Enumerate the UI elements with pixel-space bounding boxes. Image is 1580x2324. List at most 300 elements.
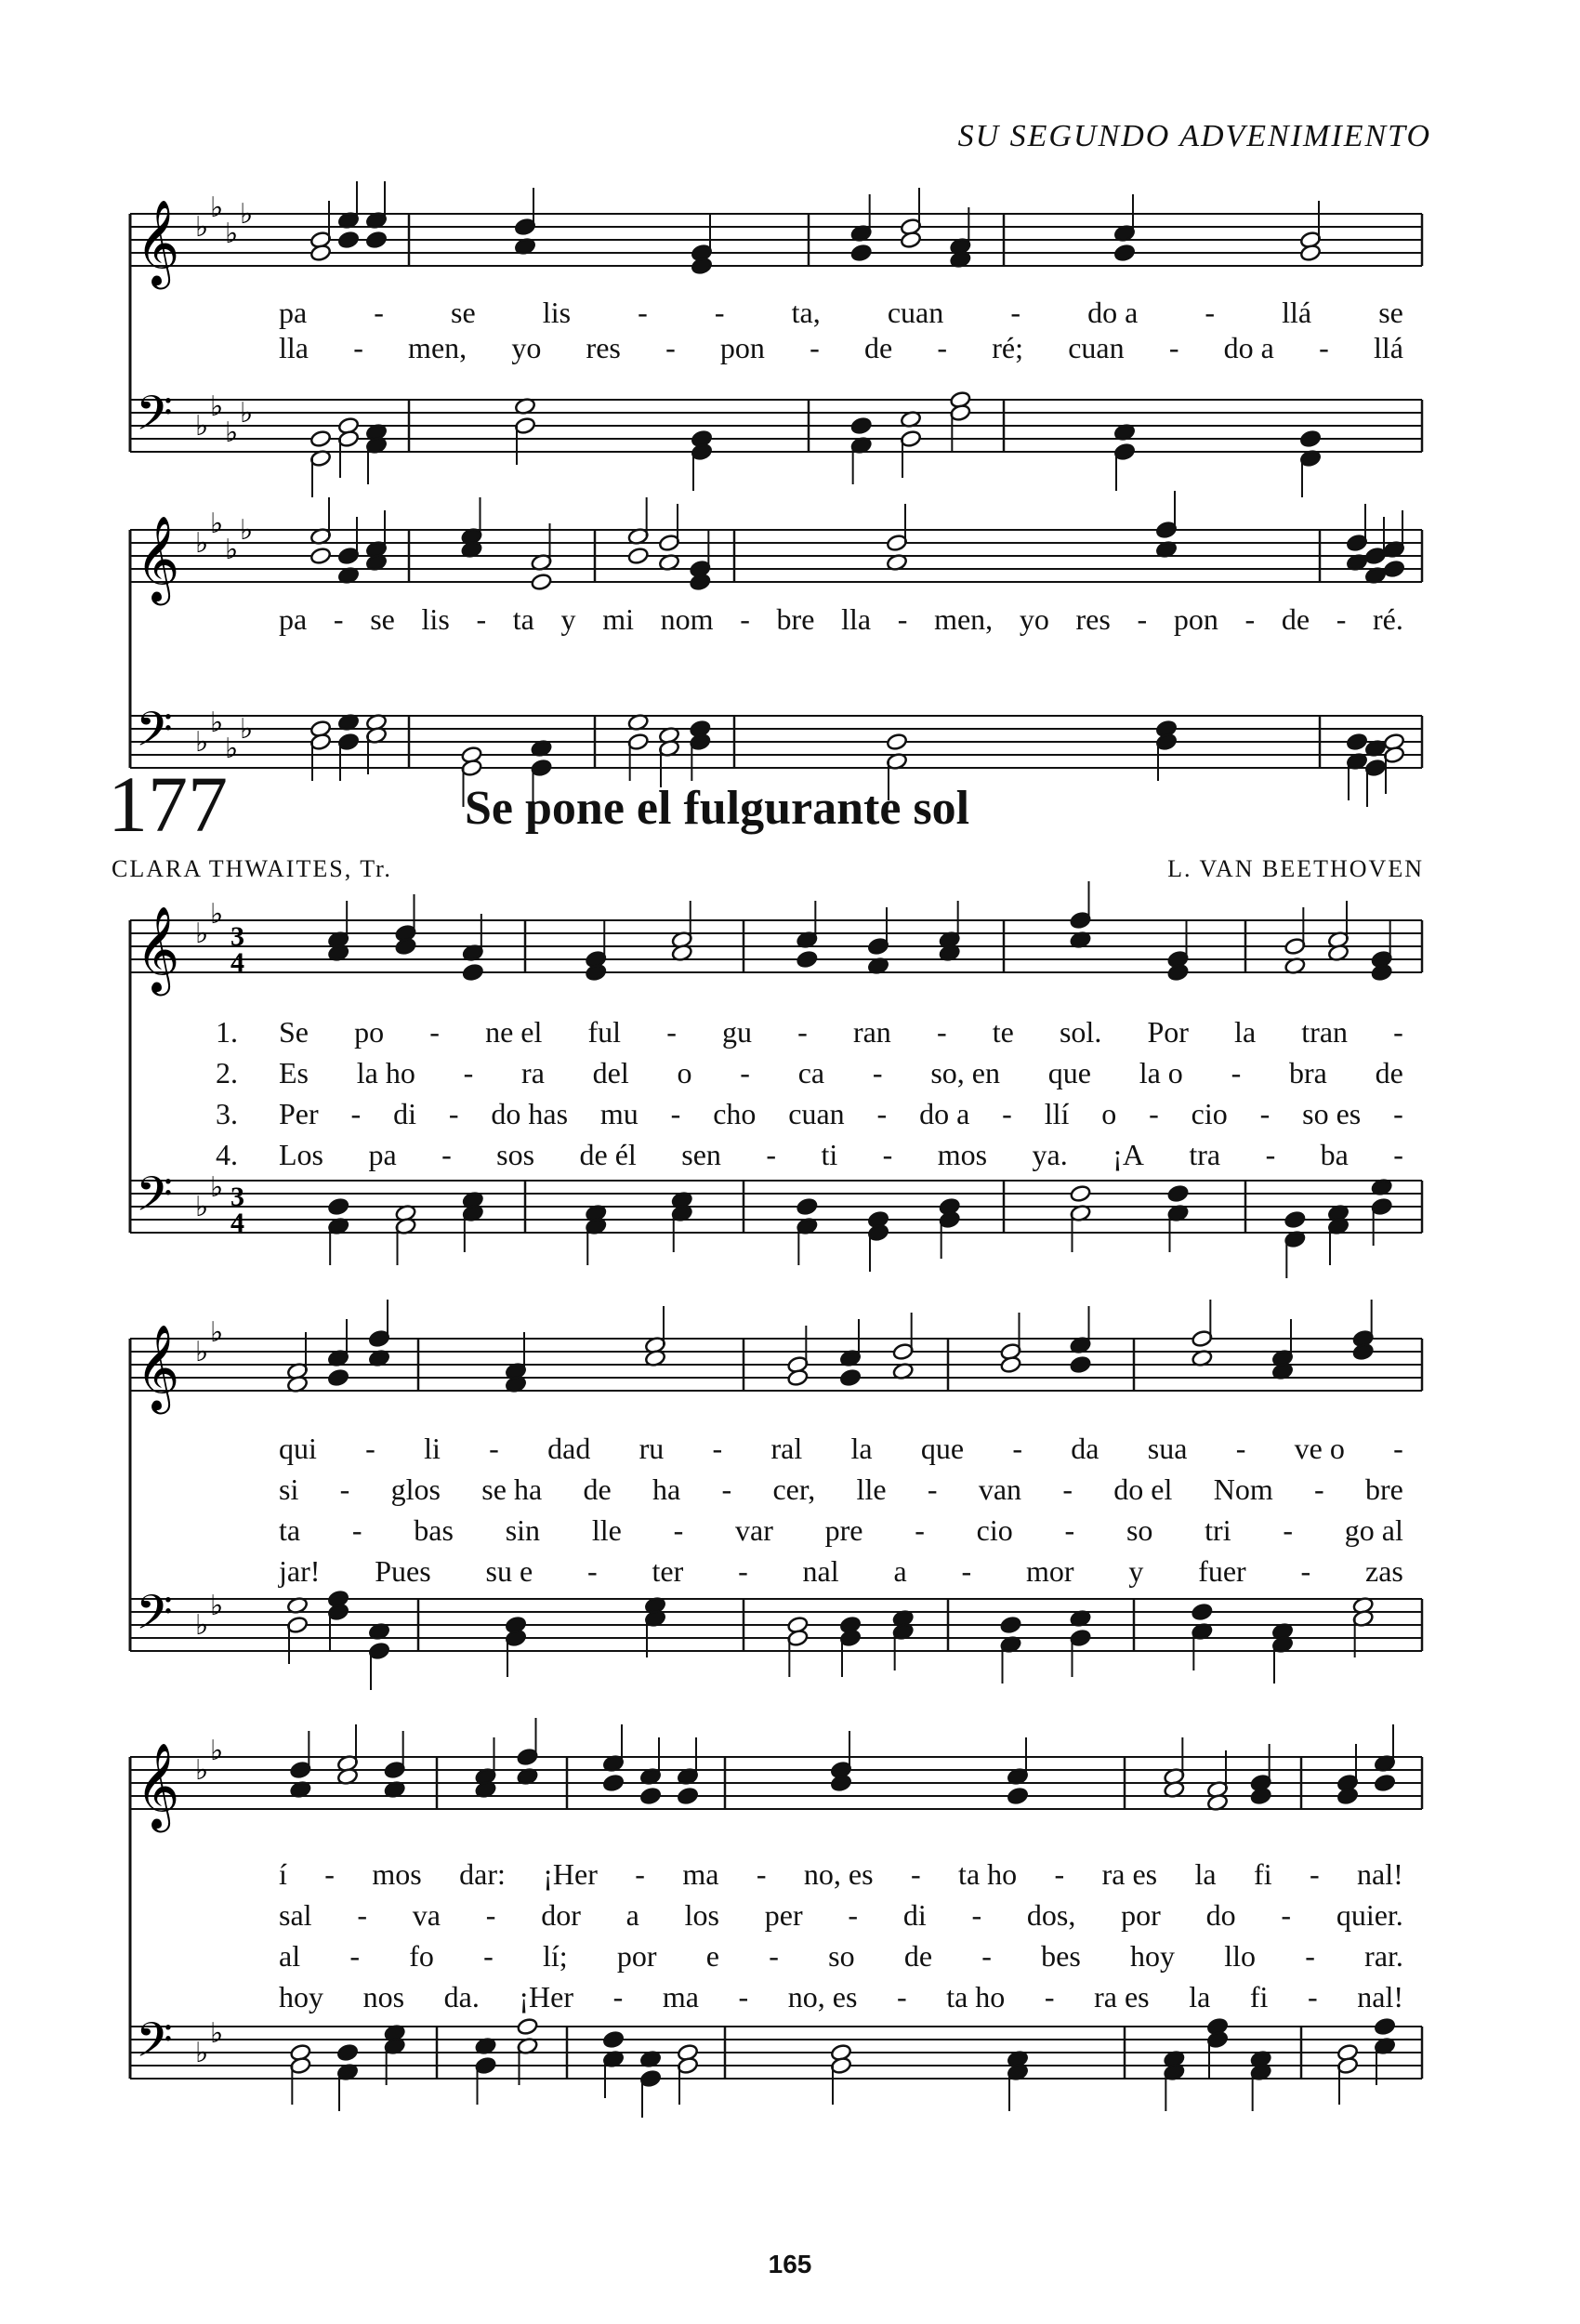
lyric-syllable: llí [1044, 1097, 1070, 1130]
lyric-syllable: cio [1191, 1097, 1228, 1130]
flat-icon: ♭ [195, 527, 209, 560]
note-head [1299, 429, 1322, 448]
lyric-syllable: - [712, 1432, 723, 1465]
lyric-syllable: - [961, 1554, 972, 1588]
lyric-syllable: í [279, 1857, 287, 1891]
lyric-syllable: fi [1249, 1980, 1269, 2014]
verse-lyric-line [279, 1472, 1403, 1510]
lyric-syllable: sin [505, 1513, 541, 1547]
verse-lyric-line [279, 1857, 1403, 1895]
lyric-syllable: men, [934, 602, 994, 636]
lyric-syllable: y [560, 602, 576, 636]
bass-staff [130, 1584, 1422, 1690]
lyric-syllable: la ho [356, 1056, 415, 1089]
lyric-syllable: de él [579, 1138, 637, 1171]
lyric-syllable: - [1393, 1138, 1403, 1171]
note-head [462, 963, 484, 982]
lyric-syllable: sol. [1059, 1015, 1102, 1049]
lyric-syllable: la [1189, 1980, 1211, 2014]
lyric-syllable: ta ho [946, 1980, 1006, 2014]
note-head [1352, 1342, 1375, 1361]
verse-number: 3. [216, 1097, 238, 1130]
lyric-syllable: ra es [1101, 1857, 1158, 1891]
lyric-syllable: - [769, 1939, 779, 1973]
lyric-syllable: - [1314, 1472, 1324, 1506]
lyric-syllable: - [1149, 1097, 1159, 1130]
note-head [517, 2017, 539, 2036]
note-head [797, 1197, 819, 1216]
lyric-syllable: - [333, 602, 344, 636]
lyric-syllable: ré; [992, 331, 1023, 364]
hymn-number: 177 [108, 759, 228, 849]
lyric-syllable: - [756, 1857, 767, 1891]
note-head [839, 1368, 862, 1387]
lyric-syllable: Se [279, 1015, 309, 1049]
flat-icon: ♭ [195, 1609, 209, 1642]
flat-icon: ♭ [195, 1191, 209, 1223]
note-head [1007, 1787, 1029, 1805]
time-signature: 3 [230, 1182, 244, 1212]
lyric-syllable: Nom [1213, 1472, 1273, 1506]
lyric-syllable: do a [1223, 331, 1274, 364]
bass-clef-icon: 𝄢 [136, 2012, 173, 2080]
lyric-syllable: bas [414, 1513, 454, 1547]
note-head [900, 231, 922, 249]
lyric-syllable: ta, [791, 296, 821, 329]
lyric-syllable: - [476, 602, 487, 636]
lyric-syllable: ral [770, 1432, 803, 1465]
lyric-syllable: ca [797, 1056, 825, 1089]
lyric-syllable: di [393, 1097, 416, 1130]
note-head [309, 244, 332, 262]
treble-staff [130, 1718, 1422, 1832]
time-signature: 3 [230, 921, 244, 952]
verse-lyric-line [279, 1980, 1403, 2017]
lyric-syllable: ru [639, 1432, 665, 1465]
lyric-syllable: fuer [1198, 1554, 1246, 1588]
lyric-syllable: lis [421, 602, 450, 636]
lyric-syllable: - [351, 1513, 362, 1547]
note-head [1299, 244, 1322, 262]
verse-lyric-line [279, 1898, 1403, 1935]
note-head [327, 1368, 349, 1387]
lyric-syllable: pa [279, 602, 308, 636]
lyric-syllable: sen [681, 1138, 721, 1171]
lyric-syllable: va [412, 1898, 441, 1932]
lyric-syllable: - [489, 1432, 499, 1465]
lyric-syllable: quier. [1336, 1898, 1403, 1932]
lyric-syllable: fo [409, 1939, 434, 1973]
lyric-syllable: ful [587, 1015, 622, 1049]
lyric-syllable: go al [1344, 1513, 1403, 1547]
lyric-syllable: sal [279, 1898, 312, 1932]
lyric-syllable: lla [279, 331, 309, 364]
lyric-syllable: yo [511, 331, 542, 364]
lyric-syllable: do a [1087, 296, 1139, 329]
lyric-syllable: cuan [788, 1097, 845, 1130]
lyric-syllable: mi [602, 602, 634, 636]
verse-lyric-line [279, 1097, 1403, 1134]
lyric-syllable: bre [776, 602, 815, 636]
note-head [1336, 1787, 1359, 1805]
lyric-syllable: ti [821, 1138, 838, 1171]
note-head [1374, 1774, 1396, 1792]
note-head [395, 937, 417, 956]
flat-icon: ♭ [210, 1316, 224, 1349]
lyric-syllable: - [872, 1056, 883, 1089]
lyric-syllable: no, es [787, 1980, 858, 2014]
lyric-syllable: a [625, 1898, 639, 1932]
lyric-syllable: tri [1205, 1513, 1231, 1547]
composer-credit: L. VAN BEETHOVEN [1167, 855, 1424, 882]
lyric-syllable: - [1244, 602, 1256, 636]
note-head [850, 244, 873, 262]
lyric-syllable: - [1062, 1472, 1073, 1506]
lyric-syllable: de [863, 331, 893, 364]
flat-icon: ♭ [210, 1590, 224, 1622]
flat-icon: ♭ [240, 198, 254, 231]
lyric-syllable: ma [662, 1980, 699, 2014]
lyric-syllable: - [927, 1472, 938, 1506]
lyric-syllable: ¡Her [543, 1857, 598, 1891]
note-head [309, 547, 332, 565]
lyric-syllable: van [978, 1472, 1022, 1506]
lyric-syllable: - [1137, 602, 1148, 636]
lyric-syllable: so [1126, 1513, 1153, 1547]
lyric-syllable: nos [362, 1980, 405, 2014]
lyric-syllable: - [1002, 1097, 1012, 1130]
lyric-syllable: gu [722, 1015, 752, 1049]
lyric-syllable: hoy [279, 1980, 323, 2014]
lyric-syllable: - [738, 1554, 748, 1588]
lyric-syllable: - [738, 1980, 749, 2014]
treble-staff [130, 491, 1422, 605]
verse-number: 2. [216, 1056, 238, 1089]
note-head [1070, 1184, 1092, 1203]
lyric-syllable: - [1064, 1513, 1075, 1547]
lyric-syllable: - [740, 602, 750, 636]
lyric-syllable: - [483, 1939, 494, 1973]
flat-icon: ♭ [225, 416, 239, 449]
note-head [309, 429, 332, 448]
note-head [830, 1774, 852, 1792]
flat-icon: ♭ [240, 713, 254, 746]
lyric-syllable: ta ho [958, 1857, 1018, 1891]
lyric-syllable: la [1194, 1857, 1217, 1891]
lyric-syllable: nom [660, 602, 714, 636]
flat-icon: ♭ [195, 211, 209, 244]
flat-icon: ♭ [225, 218, 239, 250]
lyric-syllable: di [902, 1898, 927, 1932]
lyric-syllable: los [684, 1898, 719, 1932]
lyric-syllable: - [673, 1513, 684, 1547]
lyric-syllable: sos [496, 1138, 535, 1171]
note-head [337, 231, 360, 249]
lyric-syllable: no, es [803, 1857, 874, 1891]
note-head [787, 1368, 810, 1387]
lyric-syllable: - [915, 1513, 925, 1547]
music-system-prev-2 [0, 502, 1580, 781]
note-head [602, 2030, 625, 2049]
lyric-syllable: que [1047, 1056, 1091, 1089]
treble-staff [130, 881, 1422, 996]
note-head [1284, 1210, 1307, 1229]
note-head [1167, 963, 1190, 982]
note-head [1113, 244, 1136, 262]
lyric-syllable: y [1128, 1554, 1144, 1588]
bass-staff [130, 1166, 1422, 1278]
lyric-syllable: - [1259, 1097, 1271, 1130]
lyric-syllable: - [612, 1980, 624, 2014]
lyric-syllable: la [850, 1432, 873, 1465]
lyric-syllable: li [424, 1432, 441, 1465]
lyric-syllable: - [1235, 1432, 1246, 1465]
lyric-syllable: la o [1139, 1056, 1183, 1089]
lyric-syllable: pon [719, 331, 765, 364]
lyric-syllable: dor [541, 1898, 581, 1932]
lyric-syllable: per [764, 1898, 803, 1932]
verse-lyric-line [279, 1513, 1403, 1551]
note-head [1250, 1787, 1272, 1805]
lyric-syllable: bes [1041, 1939, 1081, 1973]
lyric-syllable: dad [547, 1432, 591, 1465]
lyric-syllable: cuan [887, 296, 944, 329]
time-signature: 4 [230, 947, 244, 978]
lyric-syllable: - [1393, 1015, 1403, 1049]
lyric-syllable: de [903, 1939, 933, 1973]
lyric-syllable: - [1265, 1138, 1276, 1171]
treble-clef-icon: 𝄞 [136, 1742, 180, 1829]
bass-staff [130, 385, 1422, 497]
hymn-title: Se pone el fulgurante sol [465, 782, 970, 835]
lyric-syllable: su e [485, 1554, 533, 1588]
lyric-syllable: do el [1113, 1472, 1173, 1506]
flat-icon: ♭ [210, 1171, 224, 1204]
lyric-syllable: de [1281, 602, 1310, 636]
lyric-syllable: - [1231, 1056, 1242, 1089]
verse-lyric-line [279, 1939, 1403, 1976]
lyric-syllable: dos, [1026, 1898, 1076, 1932]
treble-staff [130, 181, 1422, 289]
note-head [327, 1197, 349, 1216]
lyric-syllable: Los [279, 1138, 323, 1171]
lyric-syllable: pre [824, 1513, 863, 1547]
flat-icon: ♭ [210, 898, 224, 931]
lyric-syllable: - [876, 1097, 888, 1130]
lyric-syllable: - [1309, 1857, 1320, 1891]
lyric-syllable: - [1283, 1513, 1294, 1547]
lyric-syllable: - [339, 1472, 350, 1506]
lyric-syllable: al [279, 1939, 301, 1973]
flat-icon: ♭ [195, 1336, 209, 1368]
lyric-syllable: de [1375, 1056, 1403, 1089]
lyric-syllable: jar! [279, 1554, 321, 1588]
lyric-syllable: fi [1254, 1857, 1272, 1891]
lyric-syllable: do [1205, 1898, 1236, 1932]
time-signature: 4 [230, 1208, 244, 1238]
flat-icon: ♭ [195, 726, 209, 759]
lyric-syllable: se [370, 602, 395, 636]
lyric-syllable: ma [682, 1857, 719, 1891]
verse-lyric-line [279, 1138, 1403, 1175]
lyric-syllable: - [937, 331, 948, 364]
note-head [1000, 1355, 1022, 1374]
lyric-syllable: Per [279, 1097, 319, 1130]
lyric-syllable: do a [919, 1097, 970, 1130]
lyric-syllable: Pues [375, 1554, 431, 1588]
lyric-syllable: bra [1288, 1056, 1327, 1089]
lyric-syllable: mor [1025, 1554, 1074, 1588]
lyric-syllable: - [635, 1857, 645, 1891]
lyric-syllable: - [357, 1898, 367, 1932]
flat-icon: ♭ [240, 514, 254, 547]
lyric-syllable: - [810, 331, 820, 364]
lyric-syllable: do has [491, 1097, 569, 1130]
flat-icon: ♭ [210, 191, 224, 224]
note-head [886, 733, 908, 751]
bass-clef-icon: 𝄢 [136, 1166, 173, 1234]
note-head [1070, 1355, 1092, 1374]
lyric-syllable: - [981, 1939, 992, 1973]
lyric-syllable: ré. [1373, 602, 1403, 636]
lyric-syllable: nal! [1357, 1980, 1403, 2014]
flat-icon: ♭ [225, 534, 239, 566]
lyric-syllable: - [448, 1097, 459, 1130]
lyric-syllable: pa [279, 296, 308, 329]
lyric-syllable: llo [1224, 1939, 1257, 1973]
lyric-syllable: - [1168, 331, 1179, 364]
lyric-line [279, 296, 1403, 333]
lyric-syllable: - [882, 1138, 893, 1171]
lyric-syllable: - [1300, 1554, 1311, 1588]
lyric-syllable: so es [1302, 1097, 1362, 1130]
lyric-syllable: lla [841, 602, 872, 636]
page-number: 165 [768, 2250, 812, 2278]
lyric-syllable: bre [1364, 1472, 1403, 1506]
verse-lyric-line [279, 1554, 1403, 1591]
lyric-syllable: tra [1189, 1138, 1221, 1171]
note-head [1374, 2017, 1396, 2036]
lyric-syllable: se ha [481, 1472, 543, 1506]
lyric-syllable: - [670, 1097, 681, 1130]
lyric-syllable: que [920, 1432, 965, 1465]
lyric-syllable: - [1012, 1432, 1023, 1465]
note-head [850, 416, 873, 435]
flat-icon: ♭ [210, 508, 224, 540]
lyric-syllable: mos [937, 1138, 988, 1171]
treble-clef-icon: 𝄞 [136, 515, 180, 601]
lyric-syllable: - [1054, 1857, 1065, 1891]
lyric-syllable: - [666, 1015, 677, 1049]
lyric-syllable: sua [1147, 1432, 1188, 1465]
lyric-syllable: - [324, 1857, 335, 1891]
lyric-syllable: - [1305, 1939, 1315, 1973]
flat-icon: ♭ [195, 410, 209, 442]
lyric-syllable: - [429, 1015, 440, 1049]
note-head [1192, 1603, 1214, 1621]
bass-clef-icon: 𝄢 [136, 385, 173, 453]
lyric-syllable: por [1121, 1898, 1161, 1932]
lyric-syllable: - [353, 331, 363, 364]
lyric-syllable: - [1010, 296, 1020, 329]
lyric-syllable: lis [542, 296, 572, 329]
lyric-syllable: pa [368, 1138, 397, 1171]
lyric-syllable: rar. [1364, 1939, 1403, 1973]
lyric-syllable: lí; [543, 1939, 568, 1973]
lyric-syllable: se [1378, 296, 1403, 329]
lyric-syllable: llá [1282, 296, 1312, 329]
lyric-syllable: yo [1019, 602, 1049, 636]
verse-lyric-line [279, 1015, 1403, 1052]
lyric-syllable: - [936, 1015, 947, 1049]
lyric-syllable: - [374, 296, 384, 329]
lyric-syllable: hoy [1130, 1939, 1176, 1973]
lyric-syllable: la [1234, 1015, 1257, 1049]
note-head [602, 1774, 625, 1792]
note-head [1346, 733, 1368, 751]
lyric-syllable: - [463, 1056, 474, 1089]
note-head [797, 950, 819, 969]
lyric-syllable: ne el [485, 1015, 543, 1049]
bass-staff [130, 2012, 1422, 2118]
lyric-syllable: - [1319, 331, 1329, 364]
lyric-syllable: pon [1173, 602, 1218, 636]
note-head [690, 573, 712, 591]
lyric-syllable: - [638, 296, 648, 329]
flat-icon: ♭ [210, 706, 224, 739]
lyric-syllable: ha [652, 1472, 681, 1506]
verse-number: 1. [216, 1015, 238, 1049]
lyric-syllable: ¡A [1113, 1138, 1144, 1171]
note-head [639, 1787, 662, 1805]
lyric-syllable: mos [372, 1857, 422, 1891]
lyric-syllable: - [1336, 602, 1347, 636]
lyric-syllable: se [451, 296, 476, 329]
flat-icon: ♭ [210, 390, 224, 423]
lyric-syllable: - [1044, 1980, 1055, 2014]
lyric-syllable: - [350, 1097, 362, 1130]
note-head [677, 1787, 699, 1805]
lyric-syllable: tran [1301, 1015, 1349, 1049]
lyric-syllable: ta [279, 1513, 301, 1547]
lyric-syllable: mu [599, 1097, 639, 1130]
lyric-syllable: var [734, 1513, 773, 1547]
lyric-syllable: da [1071, 1432, 1099, 1465]
lyric-syllable: o [677, 1056, 692, 1089]
verse-number: 4. [216, 1138, 238, 1171]
treble-staff [130, 1300, 1422, 1414]
lyric-syllable: res [586, 331, 621, 364]
lyric-syllable: nal [802, 1554, 839, 1588]
flat-icon: ♭ [210, 1735, 224, 1767]
lyric-syllable: ¡Her [519, 1980, 574, 2014]
lyric-syllable: glos [390, 1472, 441, 1506]
lyric-syllable: - [587, 1554, 598, 1588]
lyric-syllable: - [349, 1939, 360, 1973]
lyric-syllable: nal! [1357, 1857, 1403, 1891]
note-head [365, 231, 388, 249]
lyric-syllable: - [1308, 1980, 1318, 2014]
lyric-syllable: - [485, 1898, 496, 1932]
lyric-syllable: ve o [1294, 1432, 1345, 1465]
lyric-syllable: ba [1320, 1138, 1349, 1171]
lyric-syllable: - [714, 296, 725, 329]
lyric-syllable: ra es [1094, 1980, 1150, 2014]
note-head [585, 963, 607, 982]
verse-lyric-line [279, 1056, 1403, 1093]
lyric-syllable: por [616, 1939, 657, 1973]
note-head [1371, 963, 1393, 982]
